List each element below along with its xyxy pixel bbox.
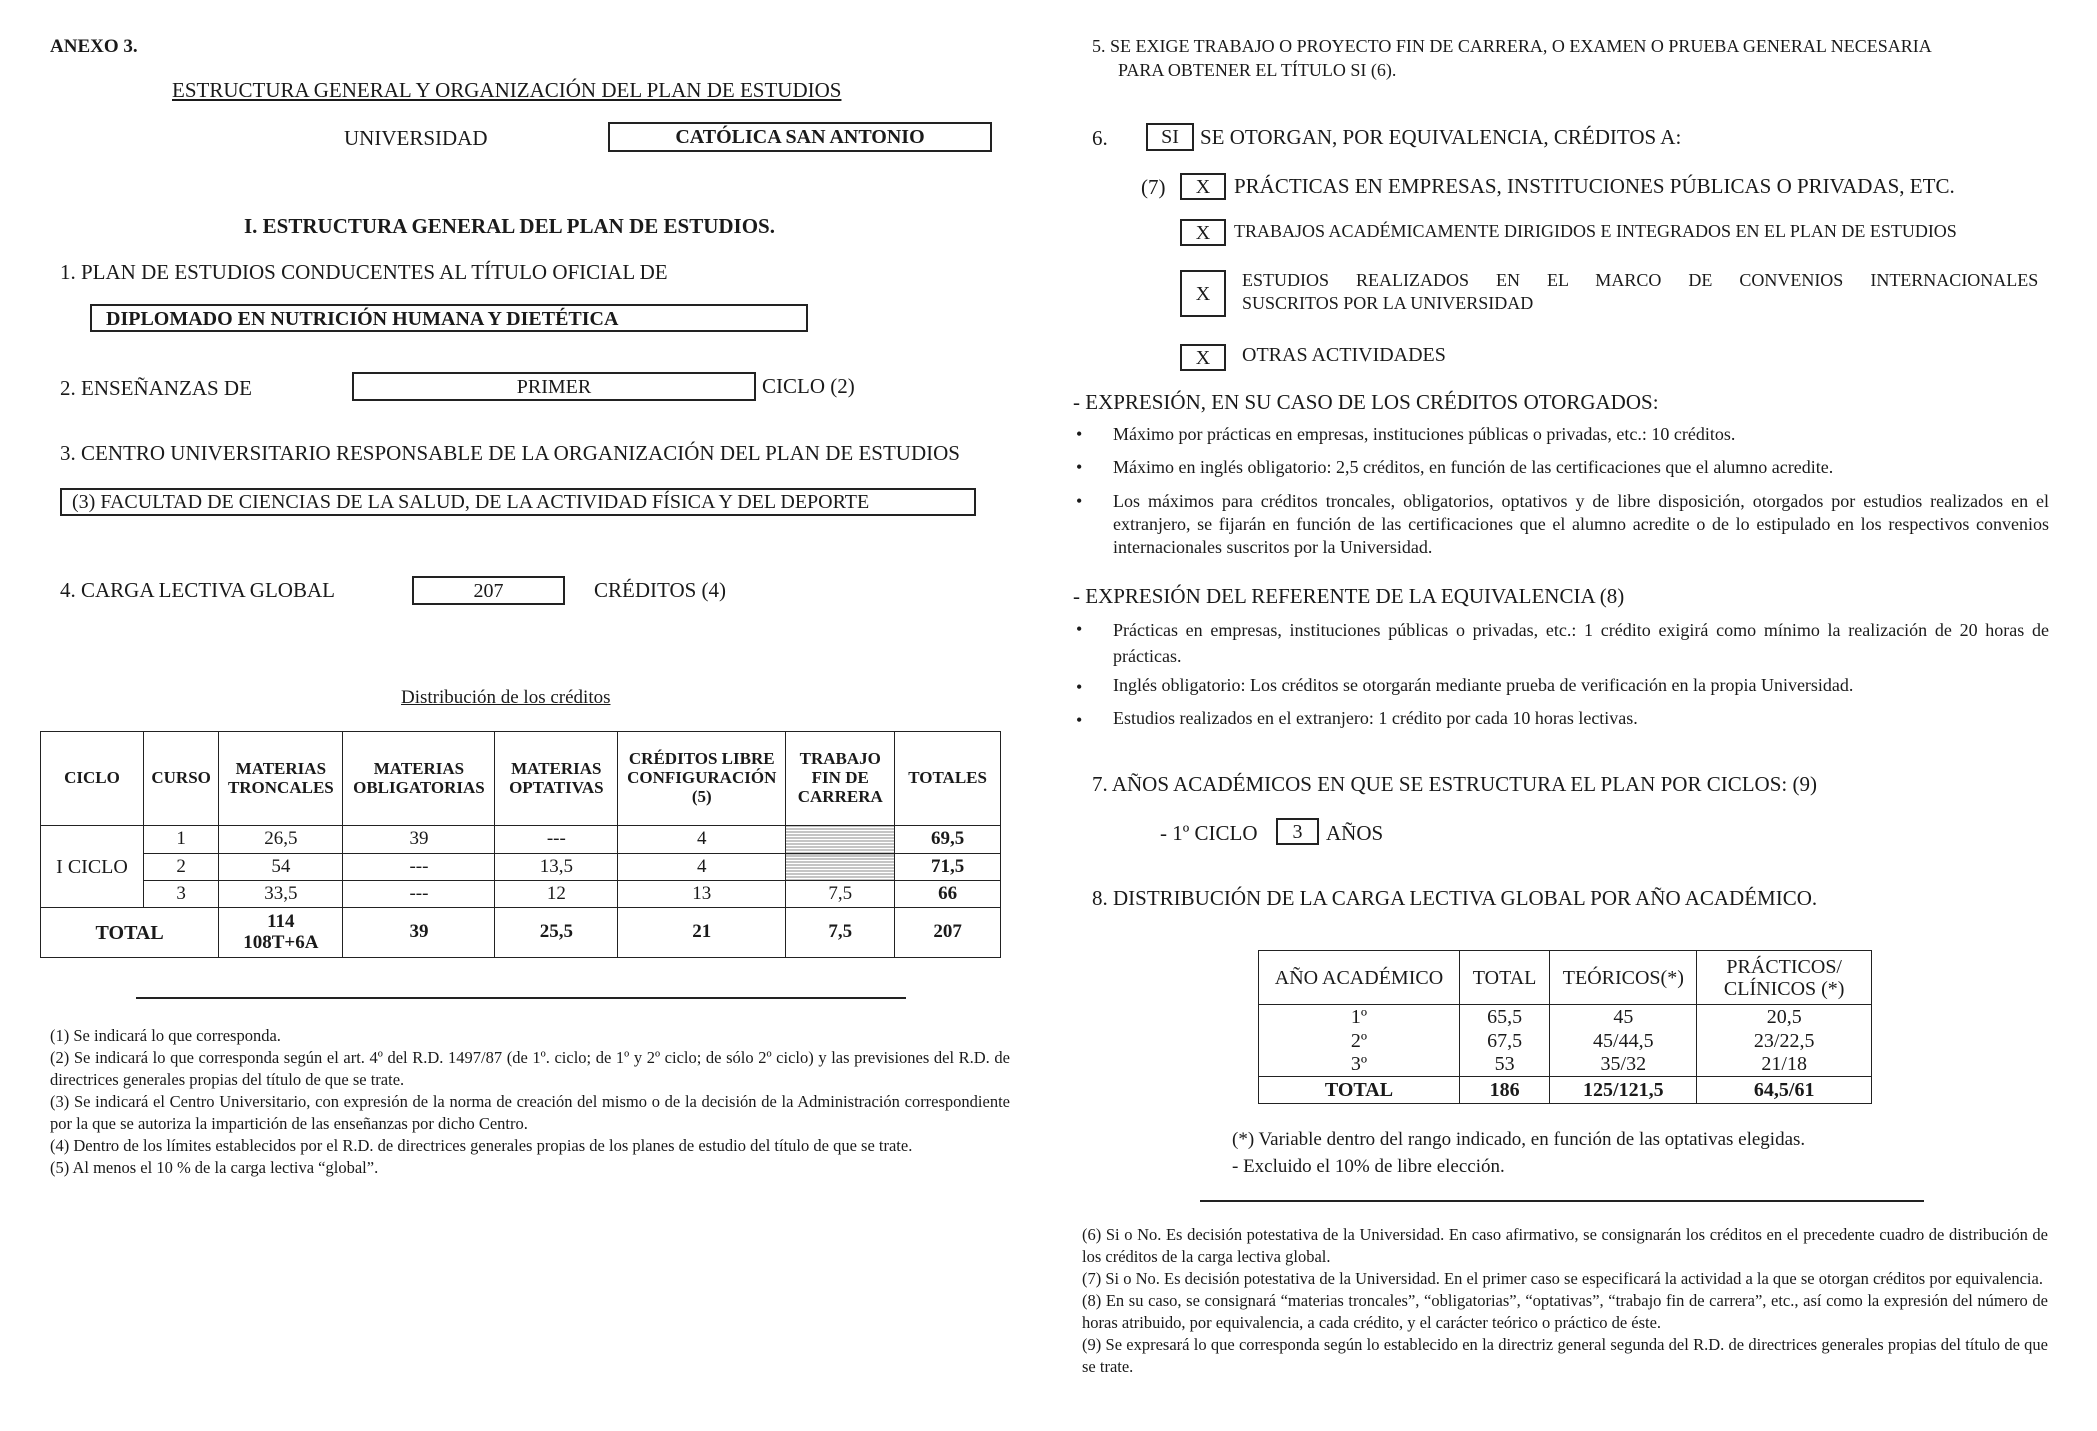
item2-suffix: CICLO (2)	[762, 374, 855, 398]
libre-cell: 4	[618, 826, 786, 854]
item6-box: SI	[1146, 123, 1194, 151]
obligatorias-cell: ---	[343, 854, 495, 881]
theory-cell: 35/32	[1550, 1053, 1697, 1077]
checkbox-practicas: X	[1180, 173, 1226, 200]
expression-equivalence-bullet: Inglés obligatorio: Los créditos se otorgarán mediante prueba de verificación en la propia Universidad.	[1113, 675, 1854, 695]
header-obligatorias: MATERIAS OBLIGATORIAS	[343, 732, 495, 826]
total-troncales-value: 114	[267, 910, 295, 932]
total-theory: 125/121,5	[1550, 1077, 1697, 1104]
curso-cell: 3	[143, 881, 218, 908]
expression-credits-title: - EXPRESIÓN, EN SU CASO DE LOS CRÉDITOS OTORGADOS:	[1073, 390, 1659, 414]
theory-cell: 45	[1550, 1005, 1697, 1029]
footnote: (8) En su caso, se consignará “materias troncales”, “obligatorias”, “optativas”, “trabajo fin de carrera”, etc., así como la expresión del número de horas atribuido, por equivalencia, a cada crédito, y el carácter teórico o práctico de éste.	[1082, 1291, 2048, 1332]
header-troncales: MATERIAS TRONCALES	[219, 732, 343, 826]
year-cell: 3º	[1259, 1053, 1460, 1077]
practice-cell: 21/18	[1697, 1053, 1872, 1077]
header-curso: CURSO	[143, 732, 218, 826]
item2-label: 2. ENSEÑANZAS DE	[60, 376, 252, 400]
bullet-icon: •	[1076, 619, 1083, 639]
totales-cell: 71,5	[895, 854, 1001, 881]
total-label: TOTAL	[41, 908, 219, 958]
item7-cycle-label: - 1º CICLO	[1160, 821, 1258, 845]
practice-cell: 20,5	[1697, 1005, 1872, 1029]
option-practicas: PRÁCTICAS EN EMPRESAS, INSTITUCIONES PÚBLICAS O PRIVADAS, ETC.	[1234, 174, 1955, 198]
optativas-cell: 12	[495, 881, 618, 908]
checkbox-otras: X	[1180, 344, 1226, 371]
total-row	[1259, 1077, 1872, 1104]
table-row	[1259, 1005, 1872, 1029]
year-cell: 1º	[1259, 1005, 1460, 1029]
total-row	[41, 908, 1001, 958]
item6-text: SE OTORGAN, POR EQUIVALENCIA, CRÉDITOS A:	[1200, 125, 1682, 149]
item8-label: 8. DISTRIBUCIÓN DE LA CARGA LECTIVA GLOBAL POR AÑO ACADÉMICO.	[1092, 886, 1818, 910]
libre-cell: 13	[618, 881, 786, 908]
total-year-label: TOTAL	[1259, 1077, 1460, 1104]
item4-suffix: CRÉDITOS (4)	[594, 578, 727, 602]
expression-credits-bullet: Los máximos para créditos troncales, obligatorios, optativos y de libre disposición, otorgados por estudios realizados en el extranjero, se fijarán en función de las certificaciones que el alumno acredite o de lo estipulado en los respectivos convenios internacionales suscritos por la Universidad.	[1113, 491, 2049, 557]
total-optativas: 25,5	[495, 908, 618, 958]
item3-label: 3. CENTRO UNIVERSITARIO RESPONSABLE DE LA ORGANIZACIÓN DEL PLAN DE ESTUDIOS	[60, 441, 960, 465]
item5-line1: 5. SE EXIGE TRABAJO O PROYECTO FIN DE CARRERA, O EXAMEN O PRUEBA GENERAL NECESARIA	[1092, 36, 1932, 56]
header-year: AÑO ACADÉMICO	[1259, 951, 1460, 1005]
practice-cell: 23/22,5	[1697, 1029, 1872, 1053]
obligatorias-cell: ---	[343, 881, 495, 908]
option-trabajos: TRABAJOS ACADÉMICAMENTE DIRIGIDOS E INTEGRADOS EN EL PLAN DE ESTUDIOS	[1234, 221, 1957, 241]
troncales-cell: 54	[219, 854, 343, 881]
expression-equivalence-bullet: Prácticas en empresas, instituciones públicas o privadas, etc.: 1 crédito exigirá como mínimo la realización de 20 horas de prácticas.	[1113, 620, 2049, 666]
table-row	[41, 826, 1001, 854]
university-label: UNIVERSIDAD	[344, 126, 488, 150]
total-practice: 64,5/61	[1697, 1077, 1872, 1104]
totales-cell: 66	[895, 881, 1001, 908]
libre-cell: 4	[618, 854, 786, 881]
optativas-cell: 13,5	[495, 854, 618, 881]
bullet-icon: •	[1076, 677, 1083, 697]
total-trabajo: 7,5	[786, 908, 895, 958]
main-title: ESTRUCTURA GENERAL Y ORGANIZACIÓN DEL PLAN DE ESTUDIOS	[172, 78, 842, 102]
header-trabajo: TRABAJO FIN DE CARRERA	[786, 732, 895, 826]
expression-credits-bullet: Máximo por prácticas en empresas, instituciones públicas o privadas, etc.: 10 créditos.	[1113, 424, 1736, 444]
credits-table	[40, 731, 1001, 958]
footnote: (4) Dentro de los límites establecidos por el R.D. de directrices generales propias de los planes de estudio del título de que se trate.	[50, 1136, 913, 1155]
divider	[136, 997, 906, 999]
trabajo-cell	[786, 826, 895, 854]
item1-label: 1. PLAN DE ESTUDIOS CONDUCENTES AL TÍTULO OFICIAL DE	[60, 260, 668, 284]
troncales-cell: 26,5	[219, 826, 343, 854]
header-total: TOTAL	[1459, 951, 1549, 1005]
note-variable: (*) Variable dentro del rango indicado, en función de las optativas elegidas.	[1232, 1129, 1806, 1150]
checkbox-trabajos: X	[1180, 219, 1226, 246]
item5-line2: PARA OBTENER EL TÍTULO SI (6).	[1118, 60, 1397, 80]
header-totales: TOTALES	[895, 732, 1001, 826]
header-optativas: MATERIAS OPTATIVAS	[495, 732, 618, 826]
table-row	[41, 854, 1001, 881]
total-obligatorias: 39	[343, 908, 495, 958]
footnote: (6) Si o No. Es decisión potestativa de la Universidad. En caso afirmativo, se consignarán los créditos en el precedente cuadro de distribución de los créditos de la carga lectiva global.	[1082, 1225, 2048, 1266]
total-totales: 207	[895, 908, 1001, 958]
table-row	[1259, 1053, 1872, 1077]
option-otras: OTRAS ACTIVIDADES	[1242, 344, 1446, 366]
footnote: (2) Se indicará lo que corresponda según el art. 4º del R.D. 1497/87 (de 1º. ciclo; de 1º y 2º ciclo; de sólo 2º ciclo) y las previsiones del R.D. de directrices generales propias del título de que se trate.	[50, 1048, 1010, 1089]
header-practice: PRÁCTICOS/ CLÍNICOS (*)	[1697, 951, 1872, 1005]
bullet-icon: •	[1076, 491, 1083, 511]
expression-equivalence-title: - EXPRESIÓN DEL REFERENTE DE LA EQUIVALENCIA (8)	[1073, 584, 1625, 608]
load-table	[1258, 950, 1872, 1104]
footnote: (9) Se expresará lo que corresponda según lo establecido en la directriz general segunda del R.D. de directrices generales propias del título de que se trate.	[1082, 1335, 2048, 1376]
header-libre: CRÉDITOS LIBRE CONFIGURACIÓN (5)	[618, 732, 786, 826]
expression-equivalence-bullet: Estudios realizados en el extranjero: 1 crédito por cada 10 horas lectivas.	[1113, 708, 1638, 728]
optativas-cell: ---	[495, 826, 618, 854]
section-title: I. ESTRUCTURA GENERAL DEL PLAN DE ESTUDIOS.	[244, 214, 775, 238]
trabajo-cell	[786, 854, 895, 881]
university-value: CATÓLICA SAN ANTONIO	[608, 122, 992, 152]
cycle-value: PRIMER	[352, 372, 756, 401]
header-ciclo: CICLO	[41, 732, 144, 826]
item7-years-value: 3	[1276, 818, 1319, 845]
global-load-value: 207	[412, 576, 565, 605]
item6-number: 6.	[1092, 126, 1108, 150]
bullet-icon: •	[1076, 424, 1083, 444]
item6-ref: (7)	[1141, 175, 1166, 199]
curso-cell: 1	[143, 826, 218, 854]
theory-cell: 45/44,5	[1550, 1029, 1697, 1053]
total-total: 186	[1459, 1077, 1549, 1104]
option-estudios-text: ESTUDIOS REALIZADOS EN EL MARCO DE CONVENIOS INTERNACIONALES	[1242, 270, 2039, 290]
bullet-icon: •	[1076, 710, 1083, 730]
expression-credits-bullet: Máximo en inglés obligatorio: 2,5 créditos, en función de las certificaciones que el alumno acredite.	[1113, 457, 1834, 477]
trabajo-cell: 7,5	[786, 881, 895, 908]
obligatorias-cell: 39	[343, 826, 495, 854]
ciclo-cell: I CICLO	[41, 826, 144, 908]
item7-suffix: AÑOS	[1326, 821, 1384, 845]
note-excluded: - Excluido el 10% de libre elección.	[1232, 1156, 1505, 1177]
year-cell: 2º	[1259, 1029, 1460, 1053]
option-estudios-line1	[1242, 270, 2039, 291]
table-row	[41, 881, 1001, 908]
curso-cell: 2	[143, 854, 218, 881]
total-cell: 65,5	[1459, 1005, 1549, 1029]
bullet-icon: •	[1076, 457, 1083, 477]
divider	[1200, 1200, 1924, 1202]
total-libre: 21	[618, 908, 786, 958]
total-cell: 53	[1459, 1053, 1549, 1077]
left-footnotes	[50, 1025, 1010, 1179]
footnote: (5) Al menos el 10 % de la carga lectiva “global”.	[50, 1158, 379, 1177]
option-estudios-line2: SUSCRITOS POR LA UNIVERSIDAD	[1242, 293, 1534, 313]
item4-label: 4. CARGA LECTIVA GLOBAL	[60, 578, 335, 602]
degree-title-value: DIPLOMADO EN NUTRICIÓN HUMANA Y DIETÉTICA	[90, 304, 808, 332]
footnote: (7) Si o No. Es decisión potestativa de la Universidad. En el primer caso se especificará la actividad a la que se otorgan créditos por equivalencia.	[1082, 1269, 2043, 1288]
item7-label: 7. AÑOS ACADÉMICOS EN QUE SE ESTRUCTURA EL PLAN POR CICLOS: (9)	[1092, 772, 1817, 796]
troncales-cell: 33,5	[219, 881, 343, 908]
total-troncales-detail: 108T+6A	[243, 931, 319, 953]
table-row	[1259, 1029, 1872, 1053]
totales-cell: 69,5	[895, 826, 1001, 854]
header-theory: TEÓRICOS(*)	[1550, 951, 1697, 1005]
checkbox-estudios: X	[1180, 270, 1226, 317]
total-troncales	[219, 908, 343, 958]
footnote: (3) Se indicará el Centro Universitario, con expresión de la norma de creación del mismo o de la decisión de la Administración correspondiente por la que se autoriza la impartición de las enseñanzas por dicho Centro.	[50, 1092, 1010, 1133]
total-cell: 67,5	[1459, 1029, 1549, 1053]
annex-label: ANEXO 3.	[50, 36, 138, 57]
right-footnotes	[1082, 1224, 2048, 1378]
faculty-value: (3) FACULTAD DE CIENCIAS DE LA SALUD, DE LA ACTIVIDAD FÍSICA Y DEL DEPORTE	[60, 488, 976, 516]
distribution-title: Distribución de los créditos	[401, 687, 611, 708]
footnote: (1) Se indicará lo que corresponda.	[50, 1026, 281, 1045]
